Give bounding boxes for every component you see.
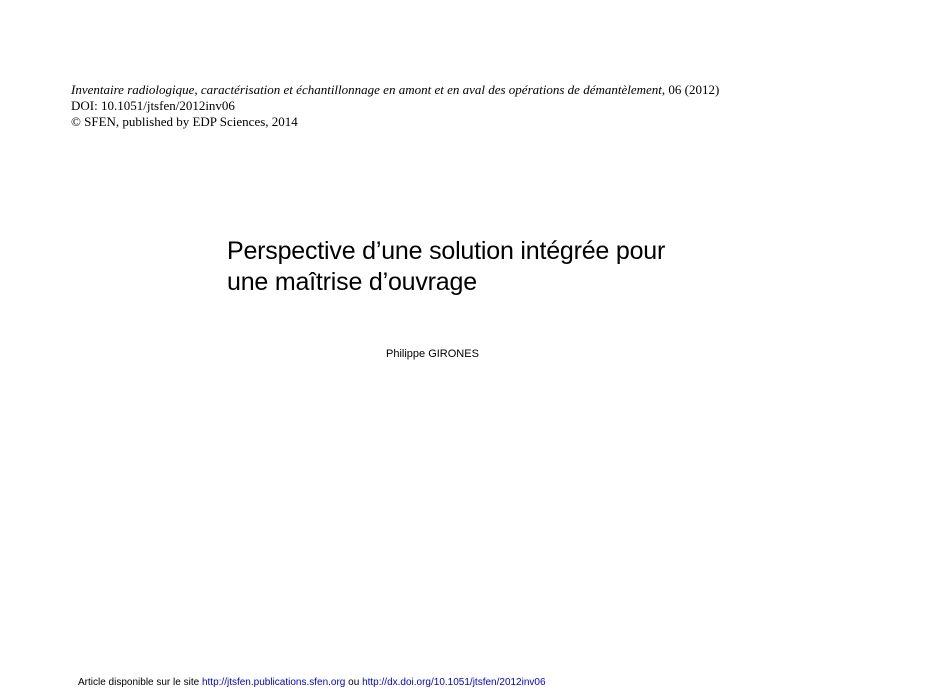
doi-link[interactable]: http://dx.doi.org/10.1051/jtsfen/2012inv06	[362, 677, 546, 688]
journal-reference	[71, 82, 719, 98]
doi-line: DOI: 10.1051/jtsfen/2012inv06	[71, 98, 235, 113]
footer-conjunction: ou	[345, 677, 363, 688]
citation-block	[71, 82, 719, 130]
article-title	[227, 236, 665, 298]
journal-name: Inventaire radiologique, caractérisation et échantillonnage en amont et en aval des opérations de démantèlement	[71, 82, 662, 97]
journal-volume: , 06 (2012)	[661, 82, 720, 97]
journal-site-link[interactable]: http://jtsfen.publications.sfen.org	[201, 677, 346, 688]
footer-prefix: Article disponible sur le site	[78, 677, 202, 688]
author-name: Philippe GIRONES	[386, 348, 479, 360]
title-line-2: une maîtrise d’ouvrage	[227, 268, 477, 296]
availability-footer	[78, 676, 546, 689]
title-line-1: Perspective d’une solution intégrée pour	[227, 237, 666, 265]
copyright-line: © SFEN, published by EDP Sciences, 2014	[71, 114, 298, 129]
